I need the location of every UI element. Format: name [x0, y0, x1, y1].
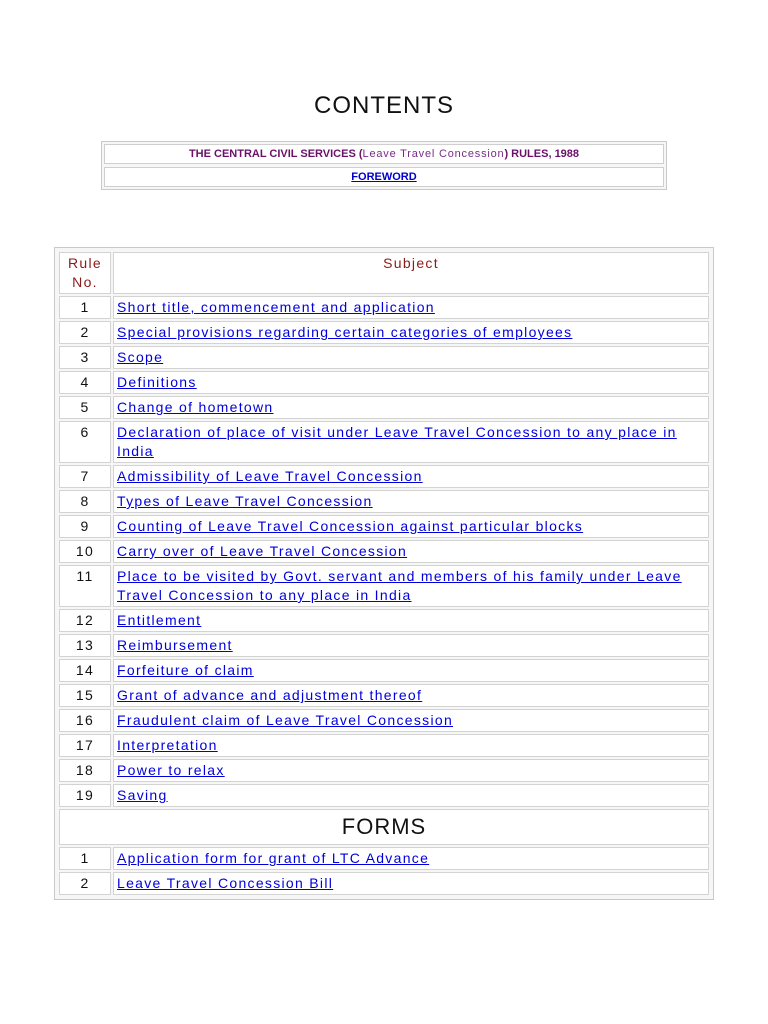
rule-number: 13	[59, 634, 111, 657]
rule-subject-cell	[113, 659, 709, 682]
rule-number: 4	[59, 371, 111, 394]
rules-title-part2: Leave Travel Concession	[362, 148, 505, 160]
rule-link[interactable]: Reimbursement	[117, 637, 233, 653]
table-row	[59, 371, 709, 394]
rule-link[interactable]: Interpretation	[117, 737, 218, 753]
rule-number: 16	[59, 709, 111, 732]
rule-subject-cell	[113, 421, 709, 463]
rule-number: 8	[59, 490, 111, 513]
forms-heading: FORMS	[59, 809, 709, 845]
rule-number: 3	[59, 346, 111, 369]
table-row	[59, 565, 709, 607]
rule-link[interactable]: Saving	[117, 787, 168, 803]
rule-subject-cell	[113, 634, 709, 657]
rule-number: 7	[59, 465, 111, 488]
rule-subject-cell	[113, 490, 709, 513]
form-number: 2	[59, 872, 111, 895]
rule-subject-cell	[113, 709, 709, 732]
rule-number: 1	[59, 296, 111, 319]
rule-subject-cell	[113, 609, 709, 632]
table-row	[59, 734, 709, 757]
foreword-cell	[104, 167, 664, 187]
rule-link[interactable]: Counting of Leave Travel Concession against particular blocks	[117, 518, 584, 534]
form-subject-cell	[113, 847, 709, 870]
rule-subject-cell	[113, 540, 709, 563]
form-number: 1	[59, 847, 111, 870]
rule-link[interactable]: Grant of advance and adjustment thereof	[117, 687, 423, 703]
form-row	[59, 847, 709, 870]
rule-number: 6	[59, 421, 111, 463]
rules-title-part1: THE CENTRAL CIVIL SERVICES (	[188, 148, 363, 160]
rules-title-part3: ) RULES, 1988	[504, 148, 580, 160]
rule-number: 2	[59, 321, 111, 344]
table-header-row	[59, 252, 709, 294]
table-row	[59, 421, 709, 463]
page-title: CONTENTS	[314, 92, 454, 119]
rule-number: 15	[59, 684, 111, 707]
rule-link[interactable]: Scope	[117, 349, 164, 365]
rule-link[interactable]: Power to relax	[117, 762, 225, 778]
table-row	[59, 684, 709, 707]
rule-link[interactable]: Short title, commencement and application	[117, 299, 435, 315]
rule-number: 5	[59, 396, 111, 419]
rule-no-header: Rule No.	[59, 252, 111, 294]
rule-link[interactable]: Admissibility of Leave Travel Concession	[117, 468, 423, 484]
table-row	[59, 515, 709, 538]
subject-header: Subject	[113, 252, 709, 294]
rule-link[interactable]: Fraudulent claim of Leave Travel Concession	[117, 712, 454, 728]
rule-link[interactable]: Definitions	[117, 374, 197, 390]
rule-number: 11	[59, 565, 111, 607]
form-link[interactable]: Leave Travel Concession Bill	[117, 875, 334, 891]
form-row	[59, 872, 709, 895]
table-row	[59, 321, 709, 344]
rule-link[interactable]: Carry over of Leave Travel Concession	[117, 543, 408, 559]
rule-subject-cell	[113, 565, 709, 607]
form-subject-cell	[113, 872, 709, 895]
rule-subject-cell	[113, 734, 709, 757]
table-row	[59, 759, 709, 782]
rule-subject-cell	[113, 321, 709, 344]
forms-heading-row	[59, 809, 709, 845]
table-row	[59, 659, 709, 682]
rule-number: 17	[59, 734, 111, 757]
table-row	[59, 709, 709, 732]
rule-number: 19	[59, 784, 111, 807]
rule-number: 14	[59, 659, 111, 682]
rule-link[interactable]: Entitlement	[117, 612, 202, 628]
table-row	[59, 465, 709, 488]
rule-subject-cell	[113, 346, 709, 369]
rule-link[interactable]: Change of hometown	[117, 399, 274, 415]
rule-link[interactable]: Place to be visited by Govt. servant and members of his family under Leave Travel Concession to any place in India	[117, 568, 682, 603]
rules-table	[54, 247, 714, 900]
rule-number: 9	[59, 515, 111, 538]
table-row	[59, 346, 709, 369]
rule-subject-cell	[113, 371, 709, 394]
table-row	[59, 540, 709, 563]
rules-title-box	[101, 141, 667, 190]
table-row	[59, 396, 709, 419]
table-row	[59, 784, 709, 807]
rule-link[interactable]: Forfeiture of claim	[117, 662, 254, 678]
table-row	[59, 634, 709, 657]
rule-link[interactable]: Types of Leave Travel Concession	[117, 493, 373, 509]
form-link[interactable]: Application form for grant of LTC Advance	[117, 850, 430, 866]
rule-link[interactable]: Special provisions regarding certain categories of employees	[117, 324, 573, 340]
rules-table-grid	[57, 250, 711, 897]
rule-subject-cell	[113, 684, 709, 707]
rules-title-cell	[104, 144, 664, 164]
rule-subject-cell	[113, 784, 709, 807]
rule-subject-cell	[113, 396, 709, 419]
rule-link[interactable]: Declaration of place of visit under Leave Travel Concession to any place in India	[117, 424, 677, 459]
table-row	[59, 296, 709, 319]
rule-subject-cell	[113, 296, 709, 319]
rule-number: 12	[59, 609, 111, 632]
rule-subject-cell	[113, 759, 709, 782]
rule-number: 18	[59, 759, 111, 782]
foreword-link[interactable]: FOREWORD	[351, 171, 417, 183]
rule-subject-cell	[113, 465, 709, 488]
rule-number: 10	[59, 540, 111, 563]
table-row	[59, 609, 709, 632]
table-row	[59, 490, 709, 513]
rule-subject-cell	[113, 515, 709, 538]
